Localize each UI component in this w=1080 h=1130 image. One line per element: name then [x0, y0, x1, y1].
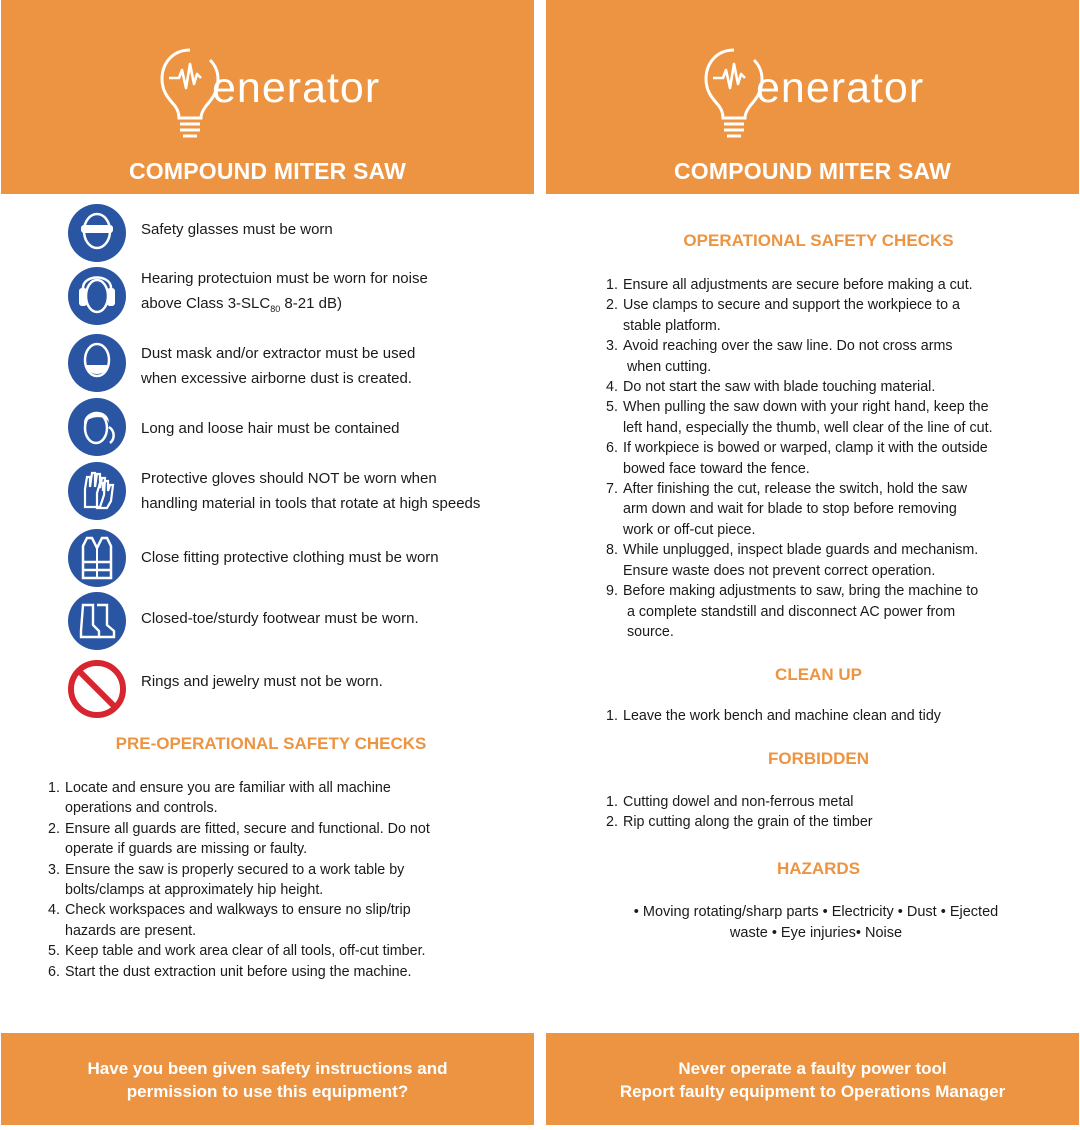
protective-clothing-icon	[67, 528, 127, 588]
list-item: 1. Leave the work bench and machine clean and tidy	[606, 708, 941, 724]
list-item: 5. When pulling the saw down with your right hand, keep the left hand, especially the thumb, well clear of the line of cut.	[606, 399, 993, 436]
list-item: 6. Start the dust extraction unit before using the machine.	[48, 963, 412, 980]
ppe-item-hair	[67, 397, 527, 457]
ppe-item-gloves	[67, 461, 527, 521]
brand-wordmark: enerator	[212, 64, 381, 112]
list-item: 1. Cutting dowel and non-ferrous metal	[606, 794, 854, 810]
hazards-title: HAZARDS	[776, 859, 861, 878]
ppe-item-jewelry	[67, 659, 527, 719]
left-header	[1, 0, 534, 194]
ppe-text: Protective gloves should NOT be worn when handling material in tools that rotate at high speeds	[141, 470, 481, 512]
list-item: 2. Rip cutting along the grain of the timber	[606, 814, 873, 831]
right-footer: Never operate a faulty power tool Report faulty equipment to Operations Manager	[546, 1033, 1079, 1125]
hair-containment-icon	[67, 397, 127, 457]
ppe-item-hearing-protection	[67, 266, 527, 326]
forbidden-title: FORBIDDEN	[767, 749, 870, 768]
left-panel	[1, 0, 534, 1130]
ppe-text: Close fitting protective clothing must be worn	[141, 549, 439, 566]
pre-operational-title: PRE-OPERATIONAL SAFETY CHECKS	[115, 734, 427, 753]
ppe-text: Long and loose hair must be contained	[141, 420, 400, 437]
safety-boots-icon	[67, 591, 127, 651]
list-item: 5. Keep table and work area clear of all tools, off-cut timber.	[48, 943, 426, 960]
generator-logo	[157, 44, 417, 140]
ppe-text: Closed-toe/sturdy footwear must be worn.	[141, 610, 419, 627]
dust-mask-icon	[67, 333, 127, 393]
list-item: 1. Ensure all adjustments are secure before making a cut.	[606, 277, 973, 293]
right-panel	[546, 0, 1079, 1130]
forbidden-list	[606, 792, 1076, 833]
list-item: 2. Use clamps to secure and support the workpiece to a stable platform.	[606, 297, 960, 334]
operational-list	[606, 275, 1076, 642]
page-title: COMPOUND MITER SAW	[673, 158, 952, 184]
list-item: 9. Before making adjustments to saw, bring the machine to a complete standstill and disconnect AC power from source.	[606, 583, 979, 640]
ppe-item-dust-mask	[67, 333, 527, 393]
list-item: 3. Ensure the saw is properly secured to a work table by bolts/clamps at approximately hip height.	[48, 861, 405, 899]
gloves-icon	[67, 461, 127, 521]
brand-wordmark: enerator	[756, 64, 925, 112]
ppe-text: Safety glasses must be worn	[141, 221, 333, 238]
list-item: 2. Ensure all guards are fitted, secure and functional. Do not operate if guards are missing or faulty.	[48, 820, 430, 858]
operational-title: OPERATIONAL SAFETY CHECKS	[683, 231, 954, 250]
list-item: 4. Do not start the saw with blade touching material.	[606, 379, 936, 396]
prohibition-icon	[67, 659, 127, 719]
ppe-text: Rings and jewelry must not be worn.	[141, 673, 383, 690]
right-header	[546, 0, 1079, 194]
safety-glasses-icon	[67, 203, 127, 263]
pre-operational-list	[48, 778, 518, 982]
list-item: 4. Check workspaces and walkways to ensure no slip/trip hazards are present.	[48, 902, 411, 939]
page-title: COMPOUND MITER SAW	[128, 158, 407, 184]
clean-up-title: CLEAN UP	[775, 665, 862, 684]
ppe-item-footwear	[67, 591, 527, 651]
ppe-text: Hearing protectuion must be worn for noise above Class $3-SLC_{80}$ 8-21 dB)	[141, 270, 428, 314]
ppe-item-safety-glasses	[67, 203, 527, 263]
list-item: 7. After finishing the cut, release the switch, hold the saw arm down and wait for blade to stop before removing work or off-cut piece.	[606, 481, 968, 538]
generator-logo	[701, 44, 961, 140]
ppe-item-protective-clothing	[67, 528, 527, 588]
clean-up-list	[606, 706, 1076, 726]
list-item: 3. Avoid reaching over the saw line. Do not cross arms when cutting.	[606, 338, 953, 375]
list-item: 1. Locate and ensure you are familiar with all machine operations and controls.	[48, 780, 391, 817]
list-item: 8. While unplugged, inspect blade guards and mechanism. Ensure waste does not prevent correct operation.	[606, 542, 979, 579]
ppe-text: Dust mask and/or extractor must be used when excessive airborne dust is created.	[141, 345, 416, 387]
left-footer: Have you been given safety instructions and permission to use this equipment?	[1, 1033, 534, 1125]
list-item: 6. If workpiece is bowed or warped, clamp it with the outside bowed face toward the fence.	[606, 440, 988, 477]
ear-defenders-icon	[67, 266, 127, 326]
hazards-text: • Moving rotating/sharp parts • Electricity • Dust • Ejected waste • Eye injuries• Noise	[633, 904, 999, 941]
